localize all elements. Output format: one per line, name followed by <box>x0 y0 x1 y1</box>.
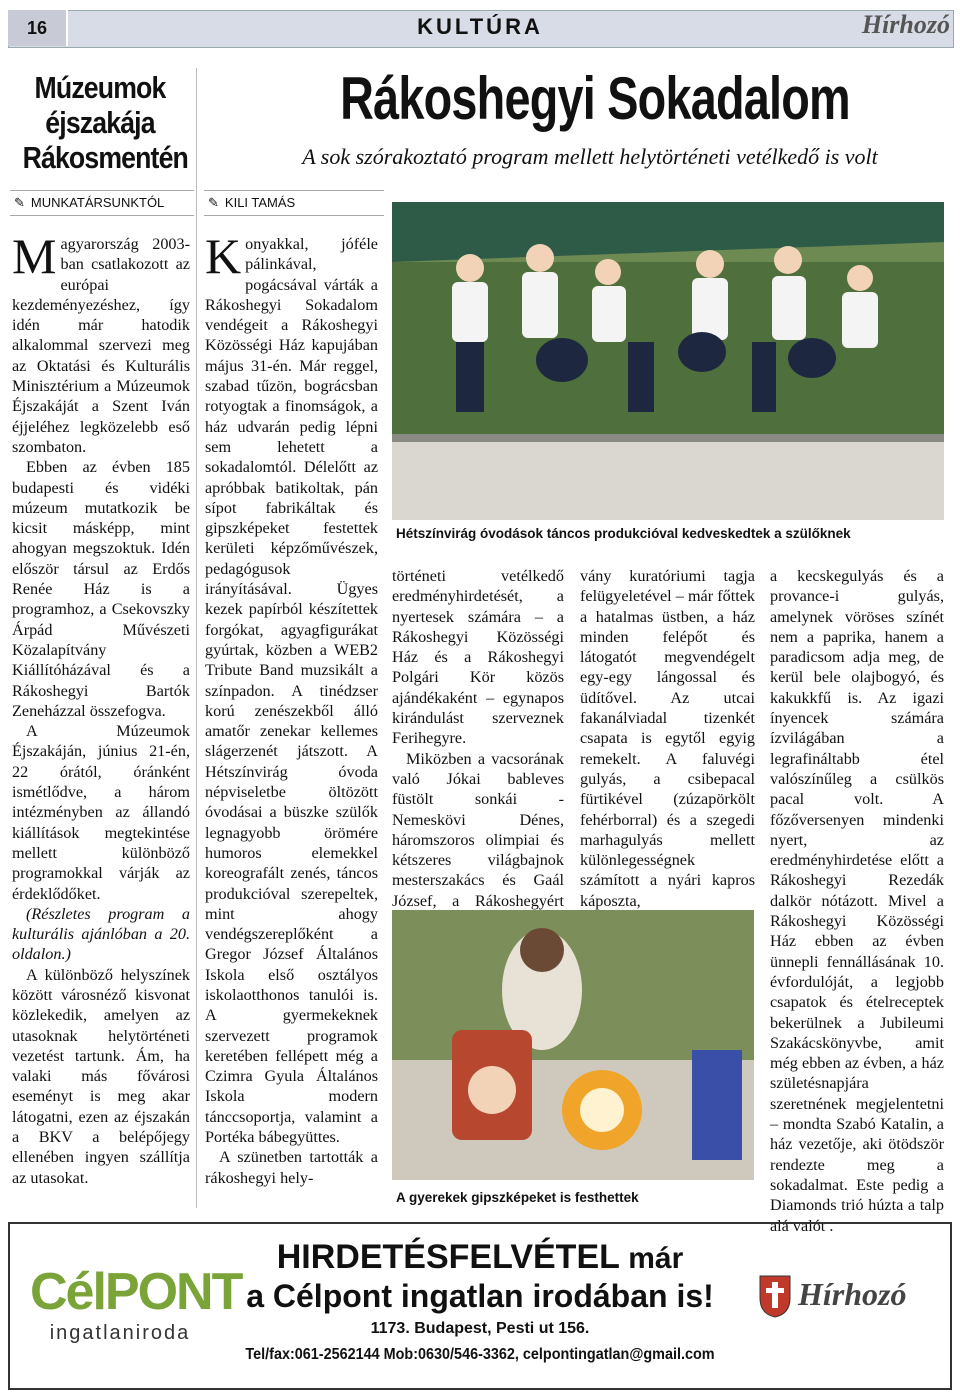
photo2-caption: A gyerekek gipszképeket is festhettek <box>396 1190 639 1205</box>
side-paragraph: A különböző helyszínek között városnéző kisvonat közlekedik, amelyen az utasoknak helytörténeti vezetést tartunk. Ám, ha valaki más fővárosi eseményt is meg akar látogatni, ezen az éjszakán a BKV a belépőjegy ellenében ingyen szállítja az utasokat. <box>12 965 190 1187</box>
ad-headline-strong: HIRDETÉSFELVÉTEL <box>276 1238 620 1276</box>
ad-brand-name: CélPONT <box>30 1263 242 1321</box>
photo1-caption: Hétszínvirág óvodások táncos produkcióval kedveskedtek a szülőknek <box>396 526 851 541</box>
section-title: KULTÚRA <box>417 14 543 39</box>
main-paragraph: Miközben a vacsorának való Jókai bableves füstölt sonkái - Nemeskövi Dénes, háromszoros olimpiai és kétszeres világbajnok mesterszakács és Gaál József, a Rákoshegyért <box>392 749 564 910</box>
page-number: 16 <box>8 10 68 46</box>
pen-icon: ✎ <box>14 195 25 210</box>
side-byline-text: MUNKATÁRSUNKTÓL <box>30 195 165 210</box>
ad-headline-1 <box>230 1238 730 1277</box>
main-paragraph: történeti vetélkedő eredményhirdetését, a nyertesek számára – a Rákoshegyi Közösségi Ház és a Rákoshegyi Polgári Kör közös ajándékaként – egynapos kirándulást szerveznek Ferihegyre. <box>392 567 564 748</box>
ad-brand-sub: ingatlaniroda <box>49 1322 191 1344</box>
main-paragraph: A szünetben tartották a rákoshegyi hely- <box>205 1148 378 1187</box>
ad-hirhozo-logo <box>758 1268 940 1328</box>
column-divider <box>196 68 197 1208</box>
side-headline: Múzeumok éjszakája Rákosmentén <box>22 70 188 175</box>
side-dropcap: M <box>12 228 57 284</box>
side-article-body <box>12 228 190 1188</box>
side-paragraph: A Múzeumok Éjszakáján, június 21-én, 22 órától, óránként ismétlődve, a három intézményben az állandó kiállítások megtekintése mellett különböző programokkal várják az érdeklődőket. <box>12 722 190 903</box>
main-column-1 <box>205 228 378 1188</box>
ad-headline-2: a Célpont ingatlan irodában is! <box>246 1278 714 1314</box>
main-column-4 <box>770 566 944 1236</box>
coat-of-arms-icon <box>758 1274 792 1318</box>
ad-address: 1173. Budapest, Pesti ut 156. <box>370 1320 590 1337</box>
main-dropcap: K <box>205 228 242 284</box>
main-column-3 <box>580 566 755 911</box>
main-byline-text: KILI TAMÁS <box>224 195 296 210</box>
side-paragraph-note: (Részletes program a kulturális ajánlóban a 20. oldalon.) <box>12 904 190 964</box>
main-paragraph: a kecskegulyás és a provance-i gulyás, amelynek vöröses színét nem a paprika, hanem a paradicsom adja meg, de kerül bele olajbogyó, és kakukkfű is. Az igazi ínyencek számára ízvilágában a legrafináltabb étel valószínűleg a csülkös pacal volt. A főzőversenyen mindenki nyert, az eredményhirdetése előtt a Rákoshegyi Rezedák dalkör nótázott. Mivel a Rákoshegyi Közösségi Ház ebben az évben ünnepli fennállásának 10. évfordulóját, a legjobb csapatok és ételreceptek bekerülnek a Jubileumi Szakácskönyvbe, amit még ebben az évben, a ház születésnapjára szeretnének megjelentetni – mondta Szabó Katalin, a ház vezetője, aki ötödször rendezte meg a sokadalmat. Este pedig a Diamonds trió húzta a talp alá valót . <box>770 567 944 1235</box>
main-paragraph: vány kuratóriumi tagja felügyeletével – már főttek a hatalmas üstben, a ház minden felépőt és látogatót megvendégelt egy-egy lángossal és üdítővel. Az utcai fakanálviadal tizenkét csapata is egytől egyig remekelt. A faluvégi gulyás, a csibepacal fürtikével (zúzapörkölt fehérborral) és a szegedi marhagulyás mellett különlegességnek számított a nyári kapros káposzta, <box>580 567 755 910</box>
dance-photo <box>392 202 944 520</box>
ad-brand-logo <box>30 1262 242 1345</box>
ad-headline-tail: már <box>628 1242 684 1275</box>
masthead-logo: Hírhozó <box>861 10 950 39</box>
article-subtitle: A sok szórakoztató program mellett helytörténeti vetélkedő is volt <box>302 144 878 169</box>
main-paragraph <box>205 228 378 1147</box>
main-paragraph-text: onyakkal, jóféle pálinkával, pogácsával várták a Rákoshegyi Sokadalom vendégeit a Rákoshegyi Közösségi Ház kapujában május 31-én. Már reggel, szabad tűzön, bográcsban rotyogtak a finomságok, a ház udvarán pedig lépni sem lehetett a sokadalomtól. Délelőtt az apróbbak batikoltak, pán sípot fabrikáltak és gipszképeket festettek kerületi képzőművészek, pedagógusok irányításával. Ügyes kezek papírból készítettek forgókat, agyagfigurákat gyúrtak, közben a WEB2 Tribute Band muzsikált a színpadon. A tinédzser korú zenészekből álló amatőr zenekar kellemes slágerzenét játszott. A Hétszínvirág óvoda népviseletbe öltözött óvodásai a büszke szülők legnagyobb örömére humoros elemekkel koreografált zenés, táncos produkcióval szerepeltek, mint ahogy vendégszereplőként a Gregor József Általános Iskola első osztályos iskolaotthonos tanulói is. A gyermekeknek szervezett programok keretében fellépett még a Czimra Gyula Általános Iskola modern tánccsoportja, valamint a Portéka bábegyüttes. <box>205 235 378 1147</box>
article-title: Rákoshegyi Sokadalom <box>340 65 850 132</box>
painting-photo <box>392 910 754 1180</box>
side-paragraph <box>12 228 190 457</box>
ad-logo-text: Hírhozó <box>798 1276 907 1312</box>
ad-contact: Tel/fax:061-2562144 Mob:0630/546-3362, celpontingatlan@gmail.com <box>245 1346 715 1363</box>
side-paragraph: Ebben az évben 185 budapesti és vidéki múzeum mutatkozik be kicsit másképp, mint ahogyan megszoktuk. Idén először társul az Erdős Renée Ház is a programhoz, a Csekovszky Árpád Művészeti Közalapítvány Kiállítóházával és a Rákoshegyi Bartók Zeneházzal összefogva. <box>12 458 190 720</box>
side-paragraph-text: agyarország 2003-ban csatlakozott az európai kezdeményezéshez, így idén már hatodik alkalommal szervezi meg az Oktatási és Kulturális Minisztérium a Múzeumok Éjszakáját a Szent Iván éjjeléhez legközelebb eső szombaton. <box>12 235 190 456</box>
side-byline <box>10 190 194 216</box>
pen-icon: ✎ <box>208 195 219 210</box>
main-column-2 <box>392 566 564 931</box>
main-byline <box>204 190 384 216</box>
